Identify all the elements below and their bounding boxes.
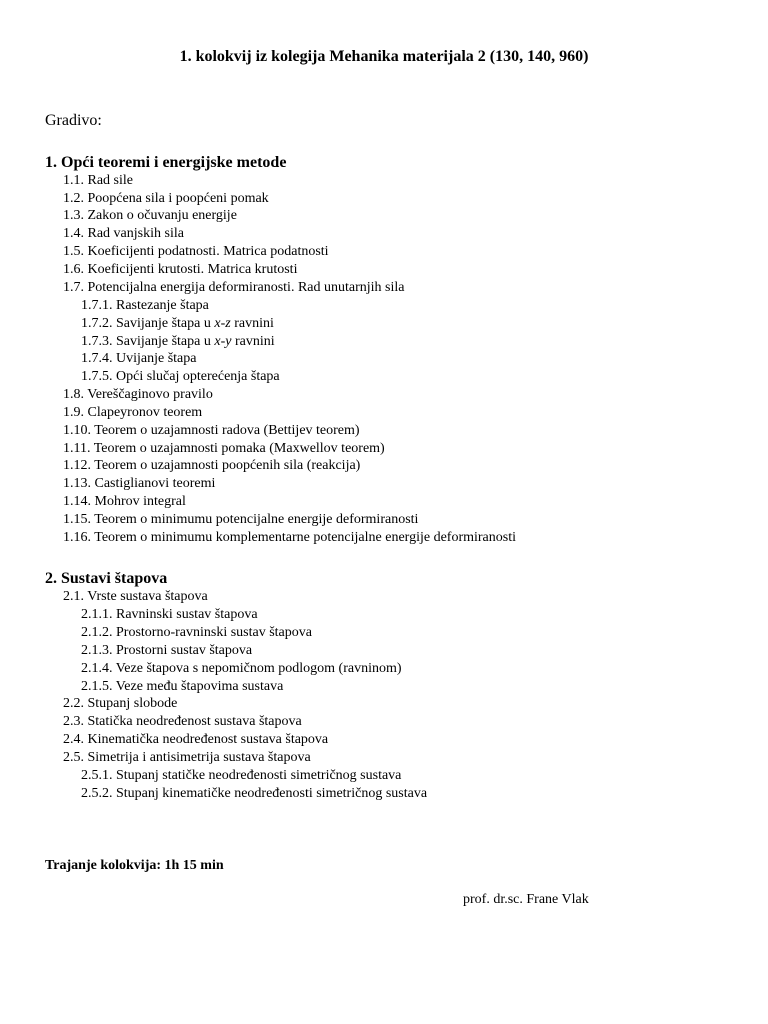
- item-text: Teorem o minimumu komplementarne potencijalne energije deformiranosti: [94, 530, 516, 545]
- item-text: Veze štapova s nepomičnom podlogom (ravninom): [115, 661, 402, 676]
- item-text: [116, 334, 275, 349]
- item-number: 1.16.: [63, 530, 91, 545]
- item-number: 1.7.4.: [81, 351, 113, 366]
- document-title: 1. kolokvij iz kolegija Mehanika materijala 2 (130, 140, 960): [179, 48, 589, 65]
- list-item: [63, 261, 297, 278]
- item-number: 2.1.2.: [81, 625, 113, 640]
- item-number: 1.13.: [63, 476, 91, 491]
- item-number: 1.3.: [63, 208, 84, 223]
- item-text: Kinematička neodređenost sustava štapova: [87, 732, 329, 747]
- item-text: Zakon o očuvanju energije: [87, 208, 237, 223]
- list-item: [63, 457, 360, 474]
- exam-duration: Trajanje kolokvija: 1h 15 min: [45, 858, 224, 873]
- list-item: [63, 243, 329, 260]
- list-item: [63, 404, 202, 421]
- list-item: [81, 606, 258, 623]
- item-text-italic: x-z: [214, 316, 231, 331]
- list-item: [63, 440, 385, 457]
- item-text: Stupanj kinematičke neodređenosti simetričnog sustava: [116, 786, 428, 801]
- item-text: Poopćena sila i poopćeni pomak: [87, 191, 269, 206]
- list-item: [81, 767, 401, 784]
- list-item: [81, 315, 274, 332]
- list-item: [63, 493, 186, 510]
- item-number: 1.15.: [63, 512, 91, 527]
- item-number: 2.5.2.: [81, 786, 113, 801]
- list-item: [63, 475, 215, 492]
- item-text: Prostorno-ravninski sustav štapova: [116, 625, 312, 640]
- list-item: [63, 588, 208, 605]
- item-number: 1.7.2.: [81, 316, 113, 331]
- item-number: 1.4.: [63, 226, 84, 241]
- item-number: 1.1.: [63, 173, 84, 188]
- section-heading-1: 1. Opći teoremi i energijske metode: [45, 154, 287, 171]
- item-text: Statička neodređenost sustava štapova: [87, 714, 302, 729]
- item-text: Rastezanje štapa: [116, 298, 209, 313]
- item-number: 2.1.3.: [81, 643, 113, 658]
- item-text: Simetrija i antisimetrija sustava štapova: [87, 750, 311, 765]
- list-item: [63, 190, 269, 207]
- item-text: Castiglianovi teoremi: [94, 476, 216, 491]
- item-text-italic: x-y: [214, 334, 232, 349]
- item-number: 2.1.5.: [81, 679, 113, 694]
- item-number: 2.2.: [63, 696, 84, 711]
- item-text: Teorem o uzajamnosti pomaka (Maxwellov teorem): [93, 441, 385, 456]
- list-item: [81, 785, 427, 802]
- list-item: [81, 350, 196, 367]
- item-text: Vereščaginovo pravilo: [87, 387, 213, 402]
- item-number: 1.14.: [63, 494, 91, 509]
- item-number: 2.4.: [63, 732, 84, 747]
- item-text-post: ravnini: [231, 334, 275, 349]
- item-text: Uvijanje štapa: [116, 351, 197, 366]
- item-number: 1.12.: [63, 458, 91, 473]
- item-text: Mohrov integral: [94, 494, 186, 509]
- list-item: [63, 713, 302, 730]
- item-text: Stupanj statičke neodređenosti simetričnog sustava: [116, 768, 402, 783]
- list-item: [81, 333, 275, 350]
- item-text: Rad vanjskih sila: [87, 226, 184, 241]
- item-number: 1.11.: [63, 441, 91, 456]
- list-item: [81, 678, 283, 695]
- item-number: 2.3.: [63, 714, 84, 729]
- item-text-pre: Savijanje štapa u: [116, 334, 215, 349]
- item-text: Veze među štapovima sustava: [115, 679, 284, 694]
- list-item: [81, 624, 312, 641]
- item-text-post: ravnini: [230, 316, 274, 331]
- item-text: Opći slučaj opterećenja štapa: [116, 369, 280, 384]
- item-text: Vrste sustava štapova: [87, 589, 208, 604]
- list-item: [63, 207, 237, 224]
- item-text: Koeficijenti krutosti. Matrica krutosti: [87, 262, 298, 277]
- list-item: [63, 422, 360, 439]
- item-text: Prostorni sustav štapova: [116, 643, 253, 658]
- item-number: 1.7.1.: [81, 298, 113, 313]
- item-number: 1.2.: [63, 191, 84, 206]
- item-number: 2.1.1.: [81, 607, 113, 622]
- list-item: [81, 660, 402, 677]
- item-text: Teorem o uzajamnosti radova (Bettijev teorem): [94, 423, 360, 438]
- item-number: 2.1.: [63, 589, 84, 604]
- list-item: [81, 297, 209, 314]
- item-number: 1.9.: [63, 405, 84, 420]
- item-number: 1.8.: [63, 387, 84, 402]
- item-number: 2.1.4.: [81, 661, 113, 676]
- item-text: Potencijalna energija deformiranosti. Rad unutarnjih sila: [87, 280, 405, 295]
- section-heading-2: 2. Sustavi štapova: [45, 570, 168, 587]
- list-item: [63, 695, 177, 712]
- item-number: 1.7.5.: [81, 369, 113, 384]
- list-item: [63, 386, 213, 403]
- list-item: [81, 368, 280, 385]
- list-item: [63, 225, 184, 242]
- list-item: [63, 731, 328, 748]
- item-number: 1.5.: [63, 244, 84, 259]
- item-number: 1.7.3.: [81, 334, 113, 349]
- item-number: 1.7.: [63, 280, 84, 295]
- list-item: [63, 511, 418, 528]
- item-text: Stupanj slobode: [87, 696, 178, 711]
- list-item: [63, 172, 133, 189]
- item-text: Rad sile: [87, 173, 133, 188]
- list-item: [81, 642, 252, 659]
- item-text: [116, 316, 274, 331]
- item-number: 1.10.: [63, 423, 91, 438]
- item-number: 1.6.: [63, 262, 84, 277]
- list-item: [63, 279, 405, 296]
- subtitle-gradivo: Gradivo:: [45, 112, 102, 129]
- item-number: 2.5.1.: [81, 768, 113, 783]
- list-item: [63, 529, 516, 546]
- list-item: [63, 749, 311, 766]
- item-text: Teorem o minimumu potencijalne energije deformiranosti: [94, 512, 419, 527]
- item-text: Koeficijenti podatnosti. Matrica podatnosti: [87, 244, 329, 259]
- item-text: Teorem o uzajamnosti poopćenih sila (reakcija): [94, 458, 361, 473]
- professor-signature: prof. dr.sc. Frane Vlak: [463, 892, 589, 907]
- item-text-pre: Savijanje štapa u: [116, 316, 215, 331]
- item-text: Ravninski sustav štapova: [116, 607, 258, 622]
- item-text: Clapeyronov teorem: [87, 405, 203, 420]
- item-number: 2.5.: [63, 750, 84, 765]
